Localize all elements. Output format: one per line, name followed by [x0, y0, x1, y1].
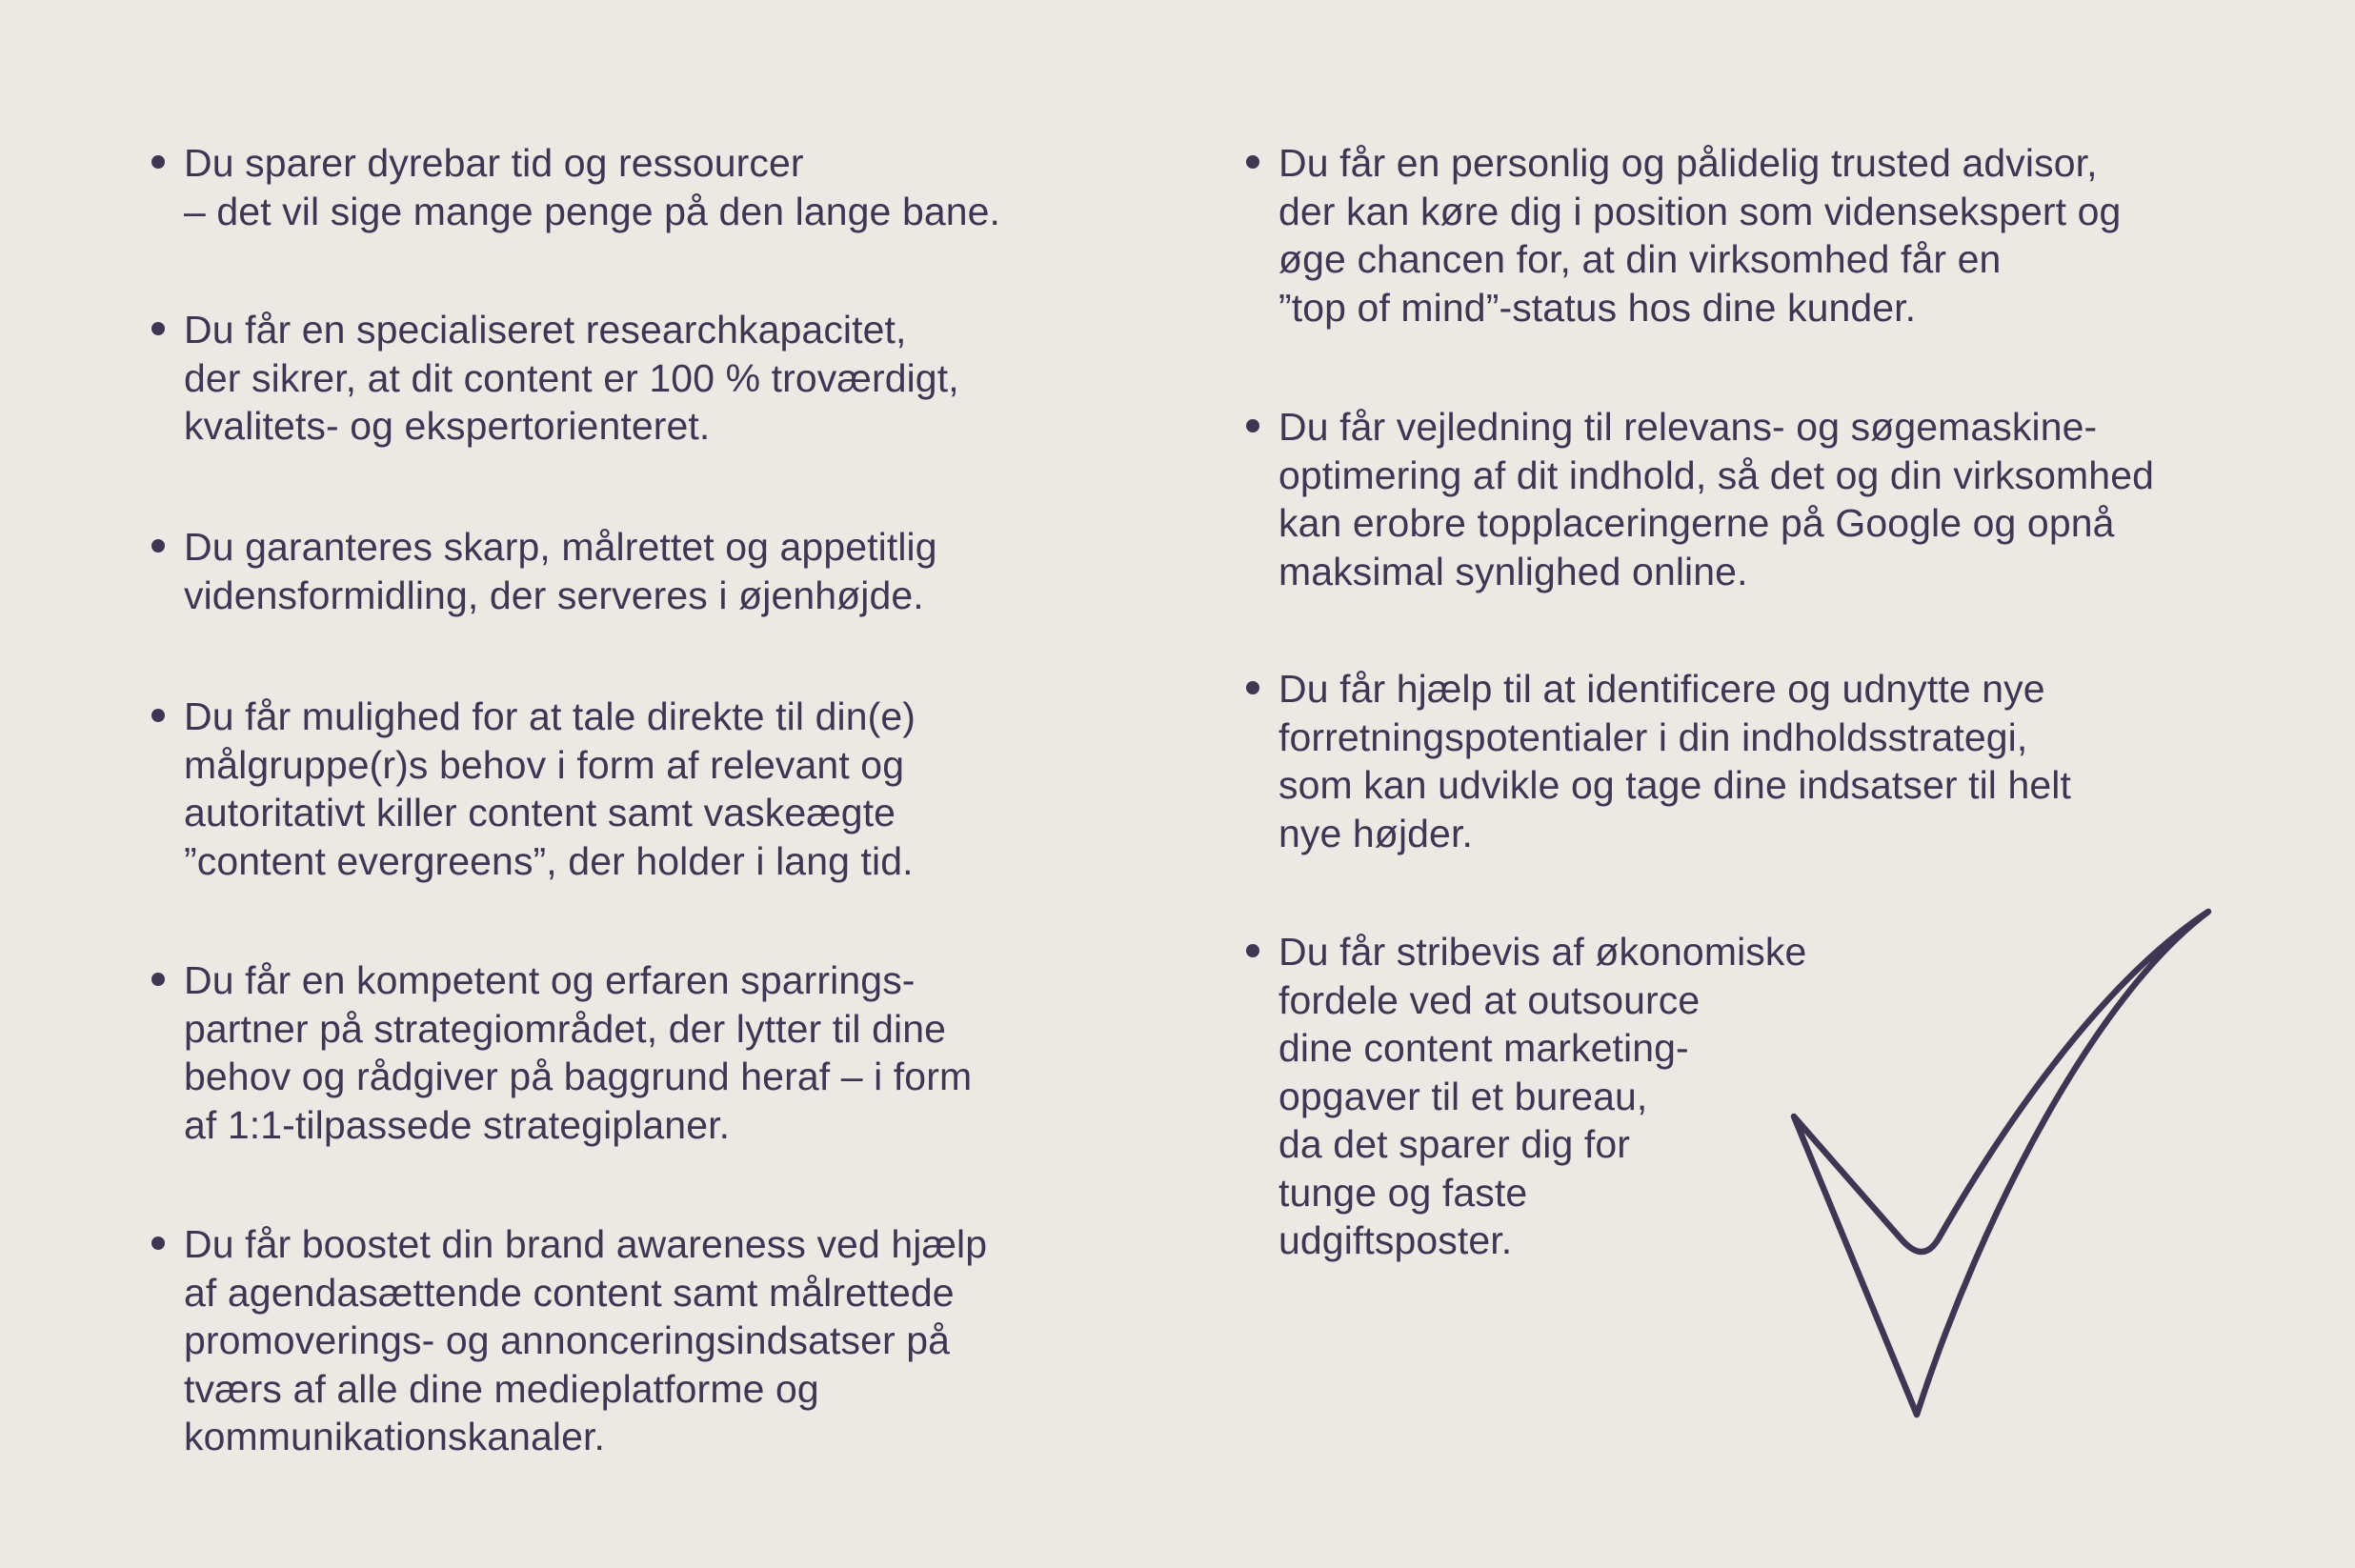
list-item-text: Du får en personlig og pålidelig trusted advisor, der kan køre dig i position som vidensekspert og øge chancen for, at din virksomhed får en ”top of mind”-status hos dine kunder. [1278, 141, 2122, 330]
bullet-icon [151, 973, 165, 986]
list-item-text: Du sparer dyrebar tid og ressourcer – det vil sige mange penge på den lange bane. [184, 141, 1001, 233]
bullet-icon [1246, 944, 1259, 957]
list-item-text: Du får boostet din brand awareness ved hjælp af agendasættende content samt målrettede promoverings- og annonceringsindsatser på tværs af alle dine medieplatforme og kommunikationskanaler. [184, 1222, 988, 1458]
list-item-text: Du får stribevis af økonomiske fordele ved at outsource dine content marketing- opgaver til et bureau, da det sparer dig for tunge og faste udgiftsposter. [1278, 930, 1807, 1262]
list-item [1278, 665, 2071, 857]
list-item-text: Du garanteres skarp, målrettet og appetitlig vidensformidling, der serveres i øjenhøjde. [184, 525, 937, 617]
bullet-icon [1246, 681, 1259, 694]
list-item-text: Du får hjælp til at identificere og udnytte nye forretningspotentialer i din indholdsstrategi, som kan udvikle og tage dine indsatser til helt nye højder. [1278, 667, 2072, 855]
bullet-icon [151, 709, 165, 722]
list-item [184, 1220, 987, 1461]
bullet-icon [151, 1236, 165, 1250]
list-item-text: Du får mulighed for at tale direkte til din(e) målgruppe(r)s behov i form af relevant og autoritativt killer content samt vaskeægte ”content evergreens”, der holder i lang tid. [184, 694, 916, 883]
list-item [184, 693, 916, 885]
list-item [184, 523, 937, 619]
bullet-icon [151, 539, 165, 553]
list-item-text: Du får vejledning til relevans- og søgemaskine- optimering af dit indhold, så det og din virksomhed kan erobre topplaceringerne på Google og opnå maksimal synlighed online. [1278, 405, 2155, 593]
list-item [1278, 403, 2154, 595]
list-item [184, 139, 1000, 235]
bullet-icon [1246, 155, 1259, 169]
bullet-icon [1246, 419, 1259, 432]
list-item [1278, 139, 2121, 332]
list-item [184, 956, 972, 1149]
bullet-icon [151, 155, 165, 169]
list-item [1278, 928, 1806, 1265]
checkmark-icon [1781, 900, 2215, 1429]
list-item [184, 306, 959, 451]
list-item-text: Du får en specialiseret researchkapacitet, der sikrer, at dit content er 100 % troværdigt, kvalitets- og ekspertorienteret. [184, 308, 959, 448]
list-item-text: Du får en kompetent og erfaren sparrings- partner på strategiområdet, der lytter til dine behov og rådgiver på baggrund heraf – i form af 1:1-tilpassede strategiplaner. [184, 958, 973, 1147]
bullet-icon [151, 322, 165, 335]
